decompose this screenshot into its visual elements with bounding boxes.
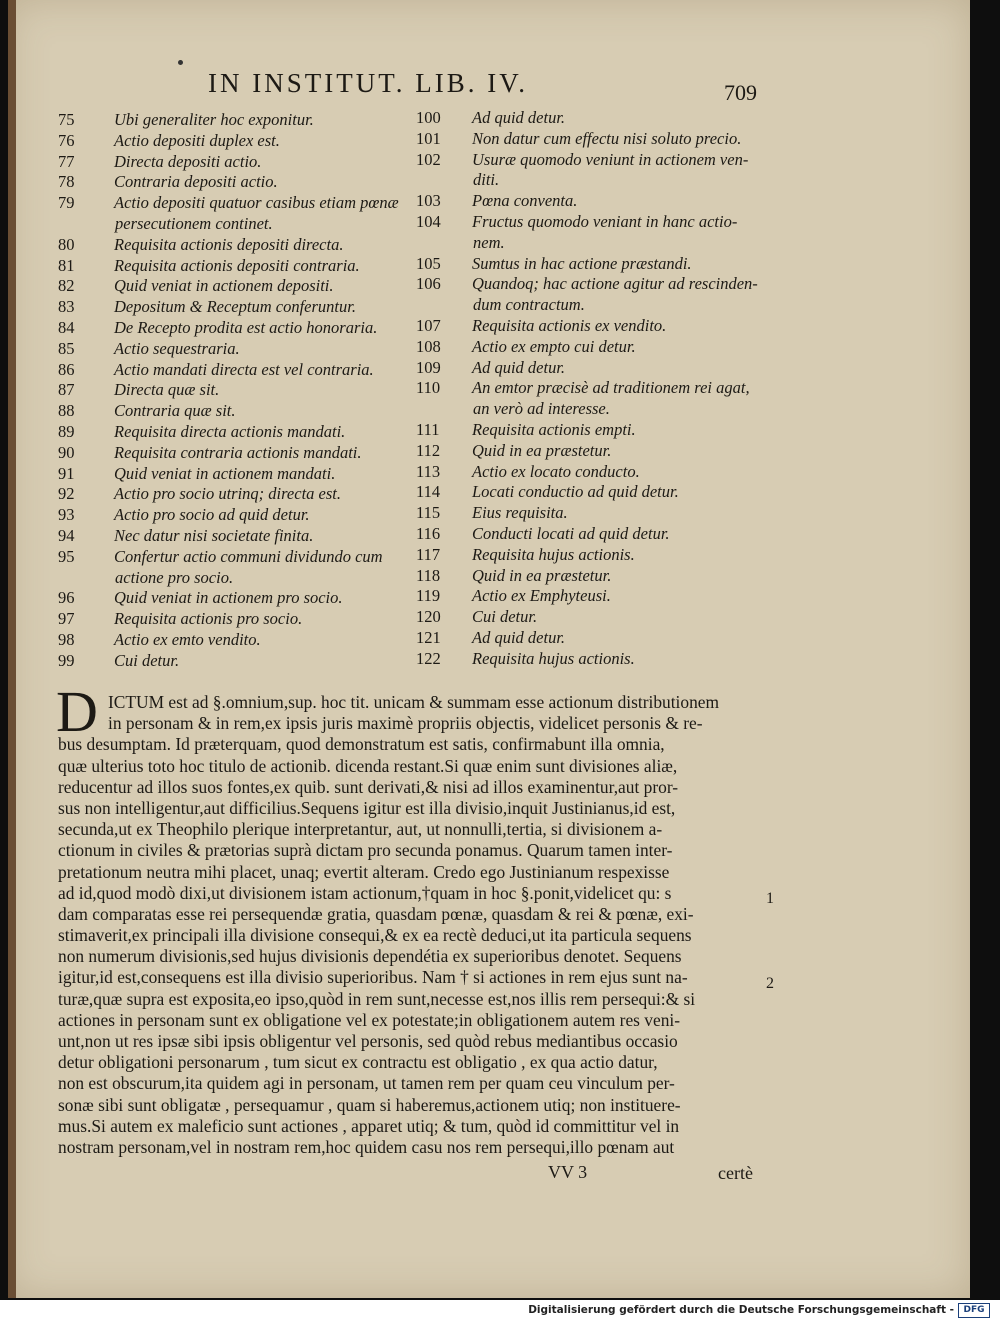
summary-entry xyxy=(416,316,776,337)
entry-number: 85 xyxy=(58,338,75,358)
margin-note: 1 xyxy=(766,890,774,907)
entry-number: 76 xyxy=(58,130,75,150)
entry-number: 82 xyxy=(58,276,75,296)
entry-text: Sumtus in hac actione præstandi. xyxy=(472,253,692,273)
entry-text: an verò ad interesse. xyxy=(473,399,610,419)
entry-text: Directa depositi actio. xyxy=(114,151,262,171)
entry-text: Pœna conventa. xyxy=(472,191,578,211)
summary-entry xyxy=(416,274,776,295)
entry-number: 88 xyxy=(58,401,75,421)
text-line: non numerum divisionis,sed hujus divisionis dependétia ex superioribus denotet. Sequens xyxy=(58,946,682,967)
summary-entry xyxy=(58,422,398,443)
entry-number: 99 xyxy=(58,650,75,670)
entry-text: An emtor præcisè ad traditionem rei agat, xyxy=(472,378,750,398)
entry-number: 89 xyxy=(58,421,75,441)
text-line: actiones in personam sunt ex obligatione vel ex potestate;in obligationem autem res veni- xyxy=(58,1009,681,1030)
entry-number: 96 xyxy=(58,588,75,608)
entry-number: 87 xyxy=(58,380,75,400)
entry-number: 84 xyxy=(58,317,75,337)
entry-text: Requisita contraria actionis mandati. xyxy=(114,442,362,462)
entry-text: Ubi generaliter hoc exponitur. xyxy=(114,110,314,129)
summary-entry xyxy=(58,401,398,422)
entry-number: 119 xyxy=(416,586,441,606)
entry-text: Non datur cum effectu nisi soluto precio. xyxy=(472,128,742,148)
text-line: nostram personam,vel in nostram rem,hoc quidem casu nos rem persequi,illo pœnam aut xyxy=(58,1136,675,1157)
entry-text: Actio ex emto vendito. xyxy=(114,629,261,649)
body-text xyxy=(56,679,778,1158)
page-binding-edge xyxy=(8,0,16,1298)
entry-text: Requisita hujus actionis. xyxy=(472,648,635,668)
entry-number: 79 xyxy=(58,193,75,213)
entry-text: Eius requisita. xyxy=(472,503,568,523)
drop-cap: D xyxy=(56,679,98,744)
summary-list-left xyxy=(58,110,398,672)
entry-number: 111 xyxy=(416,419,440,439)
entry-number: 103 xyxy=(416,191,441,211)
entry-text: Actio sequestraria. xyxy=(114,338,240,358)
ink-dot xyxy=(178,60,183,65)
text-line: pretationum neutra mihi placet, unaq; evertit alteram. Credo ego Justinianum respexisse xyxy=(58,861,670,882)
entry-text: nem. xyxy=(473,232,505,252)
entry-number: 122 xyxy=(416,648,441,668)
entry-number: 95 xyxy=(58,546,75,566)
margin-note: 2 xyxy=(766,975,774,992)
entry-text: Fructus quomodo veniant in hanc actio- xyxy=(472,211,738,231)
entry-text: dum contractum. xyxy=(473,295,585,315)
summary-entry xyxy=(58,505,398,526)
text-line: detur obligationi personarum , tum sicut ex contractu est obligatio , ex qua actio datur, xyxy=(58,1052,658,1073)
summary-entry xyxy=(416,233,776,254)
text-line: in personam & in rem,ex ipsis juris maximè propriis objectis, videlicet personis & re- xyxy=(108,713,703,734)
footer-bar xyxy=(0,1300,1000,1320)
summary-entry xyxy=(416,586,776,607)
entry-text: Requisita actionis pro socio. xyxy=(114,609,303,629)
text-line: turæ,quæ supra est exposita,eo ipso,quòd in rem sunt,necesse est,nos illis rem persequi:& si xyxy=(58,988,696,1009)
text-line: dam comparatas esse rei persequendæ gratia, quasdam pœnæ, quasdam & rei & pœnæ, exi- xyxy=(58,903,694,924)
summary-entry xyxy=(416,628,776,649)
entry-number: 114 xyxy=(416,482,441,502)
text-line: secunda,ut ex Theophilo plerique interpretantur, aut, ut nonnulli,tertia, si divisionem a- xyxy=(58,819,663,840)
summary-entry xyxy=(416,462,776,483)
entry-text: Cui detur. xyxy=(472,607,538,627)
text-line: quæ ulterius toto hoc titulo de actionib. dicenda restant.Si quæ enim sunt divisiones aliæ, xyxy=(58,755,678,776)
summary-entry xyxy=(58,609,398,630)
entry-text: Requisita actionis depositi contraria. xyxy=(114,255,360,275)
summary-entry xyxy=(416,254,776,275)
entry-text: Ad quid detur. xyxy=(472,627,566,647)
entry-number: 112 xyxy=(416,440,441,460)
text-line: sonæ sibi sunt obligatæ , persequamur , quam si haberemus,actionem utiq; non instituere- xyxy=(58,1094,681,1115)
entry-text: Quid veniat in actionem mandati. xyxy=(114,463,336,483)
summary-entry xyxy=(58,588,398,609)
entry-number: 118 xyxy=(416,565,441,585)
entry-number: 92 xyxy=(58,484,75,504)
summary-entry xyxy=(58,193,398,214)
summary-entry xyxy=(416,212,776,233)
entry-number: 109 xyxy=(416,357,441,377)
text-line: ad id,quod modò dixi,ut divisionem istam actionum,†quam in hoc §.ponit,videlicet qu: s xyxy=(58,882,672,903)
entry-number: 80 xyxy=(58,234,75,254)
summary-entry xyxy=(58,131,398,152)
signature-mark: VV 3 xyxy=(548,1162,588,1182)
entry-text: Actio mandati directa est vel contraria. xyxy=(114,359,374,379)
summary-entry xyxy=(416,441,776,462)
summary-entry xyxy=(58,235,398,256)
entry-text: Usuræ quomodo veniunt in actionem ven- xyxy=(472,149,749,169)
entry-number: 97 xyxy=(58,609,75,629)
entry-text: Actio pro socio ad quid detur. xyxy=(114,505,310,525)
summary-entry xyxy=(58,110,398,131)
summary-entry xyxy=(58,484,398,505)
entry-text: Contraria depositi actio. xyxy=(114,172,278,192)
entry-text: diti. xyxy=(473,170,500,190)
entry-text: Requisita directa actionis mandati. xyxy=(114,421,346,441)
entry-number: 113 xyxy=(416,461,441,481)
summary-entry xyxy=(416,482,776,503)
entry-text: Ad quid detur. xyxy=(472,108,566,127)
entry-number: 116 xyxy=(416,523,441,543)
entry-number: 120 xyxy=(416,607,441,627)
text-line: reducentur ad illos suos fontes,ex quib. sunt derivati,& nisi ad illos examinentur,aut pror- xyxy=(58,776,679,797)
entry-text: Locati conductio ad quid detur. xyxy=(472,482,679,502)
entry-number: 121 xyxy=(416,627,441,647)
entry-text: persecutionem continet. xyxy=(115,213,273,233)
entry-number: 105 xyxy=(416,253,441,273)
summary-entry xyxy=(58,568,398,589)
entry-number: 107 xyxy=(416,315,441,335)
summary-entry xyxy=(416,170,776,191)
entry-text: Actio ex empto cui detur. xyxy=(472,336,636,356)
entry-text: Quandoq; hac actione agitur ad rescinden- xyxy=(472,274,758,294)
entry-number: 115 xyxy=(416,503,441,523)
entry-text: Actio depositi duplex est. xyxy=(114,130,280,150)
summary-entry xyxy=(416,607,776,628)
entry-number: 83 xyxy=(58,297,75,317)
entry-number: 75 xyxy=(58,110,75,129)
entry-text: Actio pro socio utrinq; directa est. xyxy=(114,484,341,504)
summary-entry xyxy=(416,191,776,212)
summary-entry xyxy=(416,399,776,420)
catchword: certè xyxy=(718,1163,753,1183)
entry-text: Conducti locati ad quid detur. xyxy=(472,523,670,543)
entry-text: Nec datur nisi societate finita. xyxy=(114,525,314,545)
entry-number: 90 xyxy=(58,442,75,462)
summary-entry xyxy=(58,172,398,193)
text-line: igitur,id est,consequens est illa divisio superioribus. Nam † si actiones in rem ejus sunt na- xyxy=(58,967,688,988)
entry-number: 91 xyxy=(58,463,75,483)
entry-text: Quid in ea præstetur. xyxy=(472,565,612,585)
entry-text: actione pro socio. xyxy=(115,567,234,587)
text-line: bus desumptam. Id præterquam, quod demonstratum est satis, confirmabunt illa omnia, xyxy=(58,734,665,755)
summary-entry xyxy=(416,295,776,316)
summary-entry xyxy=(416,649,776,670)
summary-entry xyxy=(58,547,398,568)
text-line: ICTUM est ad §.omnium,sup. hoc tit. unicam & summam esse actionum distributionem xyxy=(108,692,720,712)
text-line: non est obscurum,ita quidem agi in personam, ut tamen rem per quam ceu vinculum per- xyxy=(58,1073,675,1094)
summary-entry xyxy=(58,526,398,547)
summary-list-right xyxy=(416,108,776,670)
book-page xyxy=(8,0,970,1298)
entry-number: 108 xyxy=(416,336,441,356)
entry-text: Requisita hujus actionis. xyxy=(472,544,635,564)
entry-number: 106 xyxy=(416,274,441,294)
entry-text: Actio ex locato conducto. xyxy=(472,461,640,481)
entry-text: Directa quæ sit. xyxy=(114,380,220,400)
summary-entry xyxy=(58,630,398,651)
entry-text: Requisita actionis ex vendito. xyxy=(472,315,667,335)
entry-number: 102 xyxy=(416,149,441,169)
entry-number: 104 xyxy=(416,211,441,231)
text-line: unt,non ut res ipsæ sibi ipsis obligentur vel personis, sed quòd rebus mediantibus occasio xyxy=(58,1031,678,1051)
summary-entry xyxy=(416,503,776,524)
entry-text: Ad quid detur. xyxy=(472,357,566,377)
entry-text: Depositum & Receptum conferuntur. xyxy=(114,297,356,317)
entry-number: 93 xyxy=(58,505,75,525)
summary-entry xyxy=(58,256,398,277)
entry-text: Confertur actio communi dividundo cum xyxy=(114,546,383,566)
summary-entry xyxy=(58,339,398,360)
entry-text: Actio depositi quatuor casibus etiam pœnæ xyxy=(114,193,399,213)
entry-text: Contraria quæ sit. xyxy=(114,401,236,421)
summary-entry xyxy=(58,276,398,297)
entry-number: 81 xyxy=(58,255,75,275)
text-line: ctionum in civiles & prætorias suprà dictam pro secunda ponamus. Quarum tamen inter- xyxy=(58,840,673,861)
summary-entry xyxy=(416,129,776,150)
summary-entry xyxy=(58,152,398,173)
running-head: IN INSTITUT. LIB. IV. xyxy=(208,68,528,98)
footer-credit: Digitalisierung gefördert durch die Deutsche Forschungsgemeinschaft - xyxy=(528,1304,954,1316)
summary-entry xyxy=(58,464,398,485)
dfg-logo: DFG xyxy=(958,1303,990,1318)
entry-number: 117 xyxy=(416,544,441,564)
text-line: sus non intelligentur,aut difficilius.Sequens igitur est illa divisio,inquit Justinianus,id est, xyxy=(58,797,676,818)
entry-number: 78 xyxy=(58,172,75,192)
page-number: 709 xyxy=(724,80,757,105)
summary-entry xyxy=(58,360,398,381)
summary-entry xyxy=(58,318,398,339)
summary-entry xyxy=(416,378,776,399)
entry-number: 98 xyxy=(58,629,75,649)
entry-number: 94 xyxy=(58,525,75,545)
summary-entry xyxy=(58,651,398,672)
entry-text: Requisita actionis empti. xyxy=(472,419,636,439)
summary-entry xyxy=(58,297,398,318)
summary-entry xyxy=(58,214,398,235)
text-line: stimaverit,ex principali illa divisione consequi,& ex ea rectè deduci,ut ita particula sequens xyxy=(58,925,692,946)
summary-entry xyxy=(416,566,776,587)
summary-entry xyxy=(416,108,776,129)
entry-number: 86 xyxy=(58,359,75,379)
entry-text: Quid veniat in actionem depositi. xyxy=(114,276,334,296)
text-line: mus.Si autem ex maleficio sunt actiones , apparet utiq; & tum, quòd id committitur vel in xyxy=(58,1115,680,1136)
entry-text: Cui detur. xyxy=(114,650,180,670)
summary-entry xyxy=(58,443,398,464)
entry-number: 110 xyxy=(416,378,441,398)
summary-entry xyxy=(416,150,776,171)
entry-text: Quid veniat in actionem pro socio. xyxy=(114,588,343,608)
summary-entry xyxy=(58,380,398,401)
entry-number: 100 xyxy=(416,108,441,127)
summary-entry xyxy=(416,420,776,441)
summary-entry xyxy=(416,524,776,545)
entry-number: 101 xyxy=(416,128,441,148)
entry-text: Quid in ea præstetur. xyxy=(472,440,612,460)
entry-number: 77 xyxy=(58,151,75,171)
summary-entry xyxy=(416,358,776,379)
summary-entry xyxy=(416,545,776,566)
entry-text: Actio ex Emphyteusi. xyxy=(472,586,611,606)
entry-text: De Recepto prodita est actio honoraria. xyxy=(114,317,378,337)
entry-text: Requisita actionis depositi directa. xyxy=(114,234,344,254)
summary-entry xyxy=(416,337,776,358)
